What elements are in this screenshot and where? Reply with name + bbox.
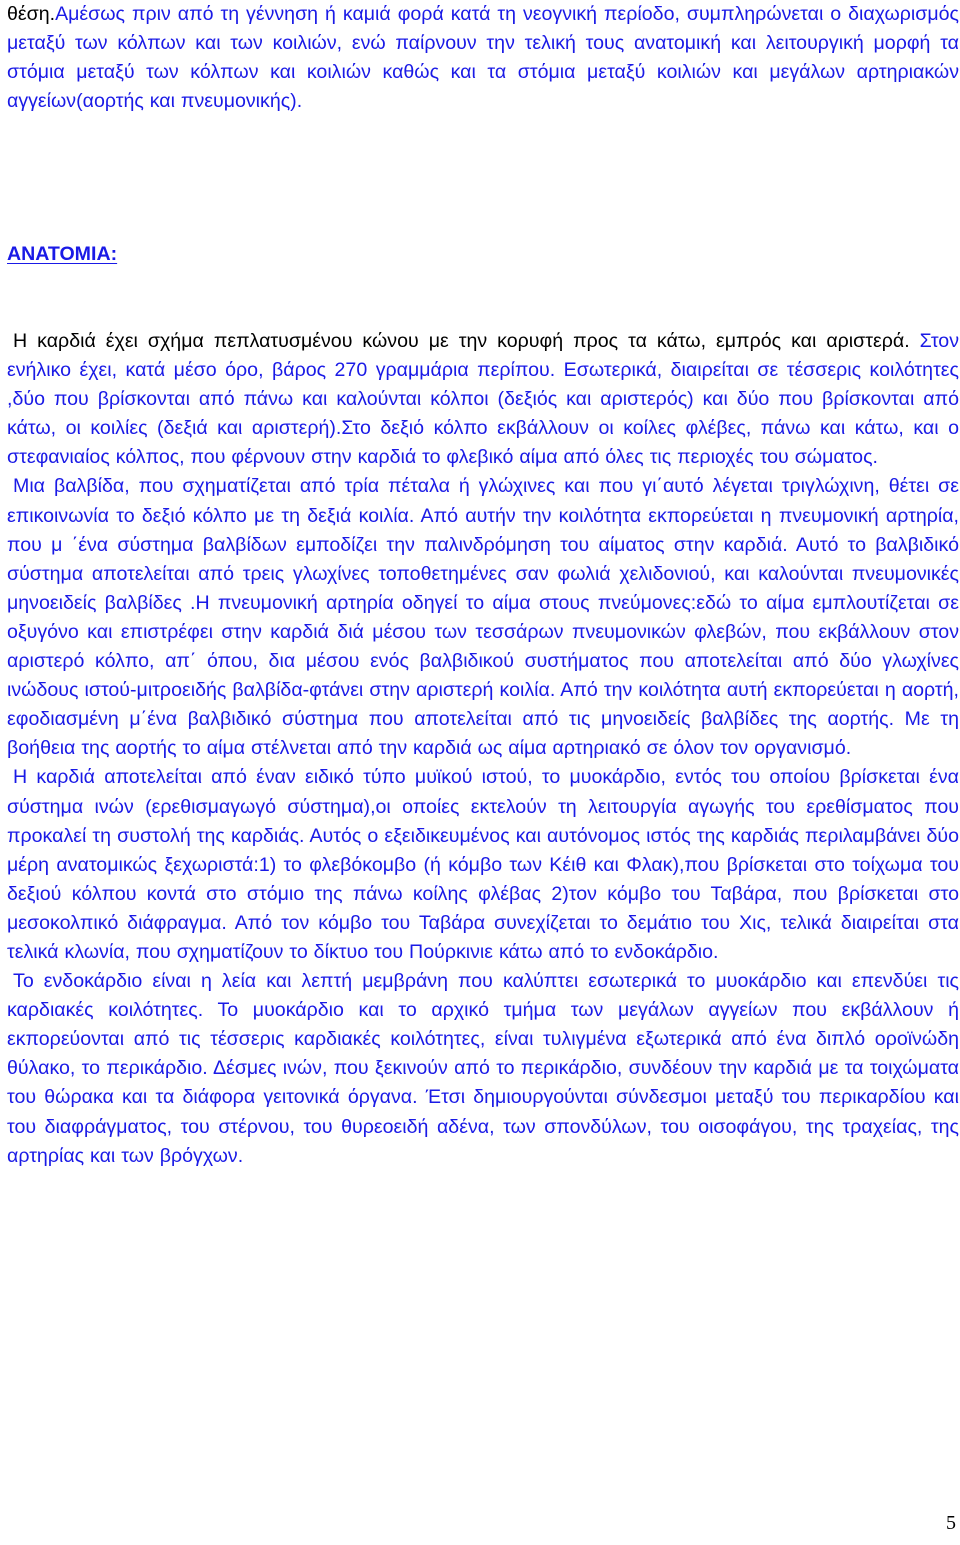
paragraph-valves: Μια βαλβίδα, που σχηματίζεται από τρία πέταλα ή γλώχινες και που γι΄αυτό λέγεται τριγλώχινη, θέτει σε επικοινωνία το δεξιό κόλπο με τη δεξιά κοιλία. Από αυτήν την κοιλότητα εκπορεύεται η πνευμονική αρτηρία, που μ ΄ένα σύστημα βαλβίδων εμποδίζει την παλινδρόμηση του αίματος στην καρδιά. Αυτό το βαλβιδικό σύστημα αποτελείται από τρεις γλωχίνες τοποθετημένες σαν φωλιά χελιδονιού, και καλούνται πνευμονικές μηνοειδείς βαλβίδες .Η πνευμονική αρτηρία οδηγεί το αίμα στους πνεύμονες:εδώ το αίμα εμπλουτίζεται σε οξυγόνο και επιστρέφει στην καρδιά διά μέσου των τεσσάρων πνευμονικών φλεβών, που εκβάλλουν στον αριστερό κόλπο, απ΄ όπου, δια μέσου ενός βαλβιδικού συστήματος που αποτελείται από δύο γλωχίνες ινώδους ιστού-μιτροειδής βαλβίδα-φτάνει στην αριστερή κοιλία. Από την κοιλότητα αυτή εκπορεύεται η αορτή, εφοδιασμένη μ΄ένα βαλβιδικό σύστημα που αποτελείται από τις μηνοειδείς βαλβίδες της αορτής. Με τη βοήθεια της αορτής το αίμα στέλνεται από την καρδιά ως αίμα αρτηριακό σε όλον τον οργανισμό. bbox=[7, 475, 959, 760]
paragraph-myocardium: Η καρδιά αποτελείται από έναν ειδικό τύπο μυϊκού ιστού, το μυοκάρδιο, εντός του οποίου βρίσκεται ένα σύστημα ινών (ερεθισμαγωγό σύστημα),οι οποίες εκτελούν τη λειτουργία αγωγής του ερεθίσματος που προκαλεί τη συστολή της καρδιάς. Αυτός ο εξειδικευμένος και αυτόνομος ιστός της καρδιάς περιλαμβάνει δύο μέρη ανατομικώς ξεχωριστά:1) το φλεβόκομβο (ή κόμβο των Κέιθ και Φλακ),που βρίσκεται στο τοίχωμα του δεξιού κόλπου κοντά στο στόμιο της πάνω κοίλης φλέβας 2)τον κόμβο του Ταβάρα, που βρίσκεται στο μεσοκολπικό διάφραγμα. Από τον κόμβο του Ταβάρα συνεχίζεται το δεμάτιο του Χις, τελικά διαιρείται στα τελικά κλωνία, που σχηματίζουν το δίκτυο του Πούρκινιε κάτω από το ενδοκάρδιο. bbox=[7, 766, 959, 963]
intro-paragraph bbox=[7, 0, 959, 116]
section-heading-anatomy: ΑΝΑΤΟΜΙΑ: bbox=[7, 243, 118, 265]
paragraph-heart-shape-blue: Στον ενήλικο έχει, κατά μέσο όρο, βάρος 270 γραμμάρια περίπου. Εσωτερικά, διαιρείται σε τέσσερις κοιλότητες ,δύο που βρίσκονται από πάνω και καλούνται κόλποι (δεξιός και αριστερός) και δύο που βρίσκονται από κάτω, οι κοιλίες (δεξιά και αριστερή).Στο δεξιό κόλπο εκβάλλουν οι κοίλες φλέβες, πάνω και κάτω, και ο στεφανιαίος κόλπος, που φέρνουν στην καρδιά το φλεβικό αίμα από όλες τις περιοχές του σώματος. bbox=[7, 330, 960, 469]
intro-text: Αμέσως πριν από τη γέννηση ή καμιά φορά κατά τη νεογνική περίοδο, συμπληρώνεται ο διαχωρισμός μεταξύ των κόλπων και των κοιλιών, ενώ παίρνουν την τελική τους ανατομική και λειτουργική μορφή τα στόμια μεταξύ των κόλπων και κοιλιών καθώς και τα στόμια μεταξύ κοιλιών και μεγάλων αρτηριακών αγγείων(αορτής και πνευμονικής). bbox=[7, 3, 959, 113]
intro-prefix: θέση. bbox=[7, 3, 56, 25]
anatomy-body bbox=[7, 327, 959, 1171]
paragraph-endocardium: Το ενδοκάρδιο είναι η λεία και λεπτή μεμβράνη που καλύπτει εσωτερικά το μυοκάρδιο και επενδύει τις καρδιακές κοιλότητες. Το μυοκάρδιο και το αρχικό τμήμα των μεγάλων αγγείων που εκβάλλουν ή εκπορεύονται από τις τέσσερις καρδιακές κοιλότητες, είναι τυλιγμένα εξωτερικά από ένα διπλό οροϊνώδη θύλακο, το περικάρδιο. Δέσμες ινών, που ξεκινούν από το περικάρδιο, συνδέουν την καρδιά με τα τοιχώματα του θώρακα και τα διάφορα γειτονικά όργανα. Έτσι δημιουργούνται σύνδεσμοι μεταξύ του περικαρδίου και του διαφράγματος, του στέρνου, του θυρεοειδή αδένα, των σπονδύλων, του οισοφάγου, της τραχείας, της αρτηρίας και των βρόγχων. bbox=[7, 970, 959, 1167]
page-number: 5 bbox=[946, 1512, 956, 1534]
paragraph-heart-shape bbox=[7, 327, 959, 472]
paragraph-heart-shape-black: Η καρδιά έχει σχήμα πεπλατυσμένου κώνου με την κορυφή προς τα κάτω, εμπρός και αριστερά. bbox=[13, 330, 910, 352]
